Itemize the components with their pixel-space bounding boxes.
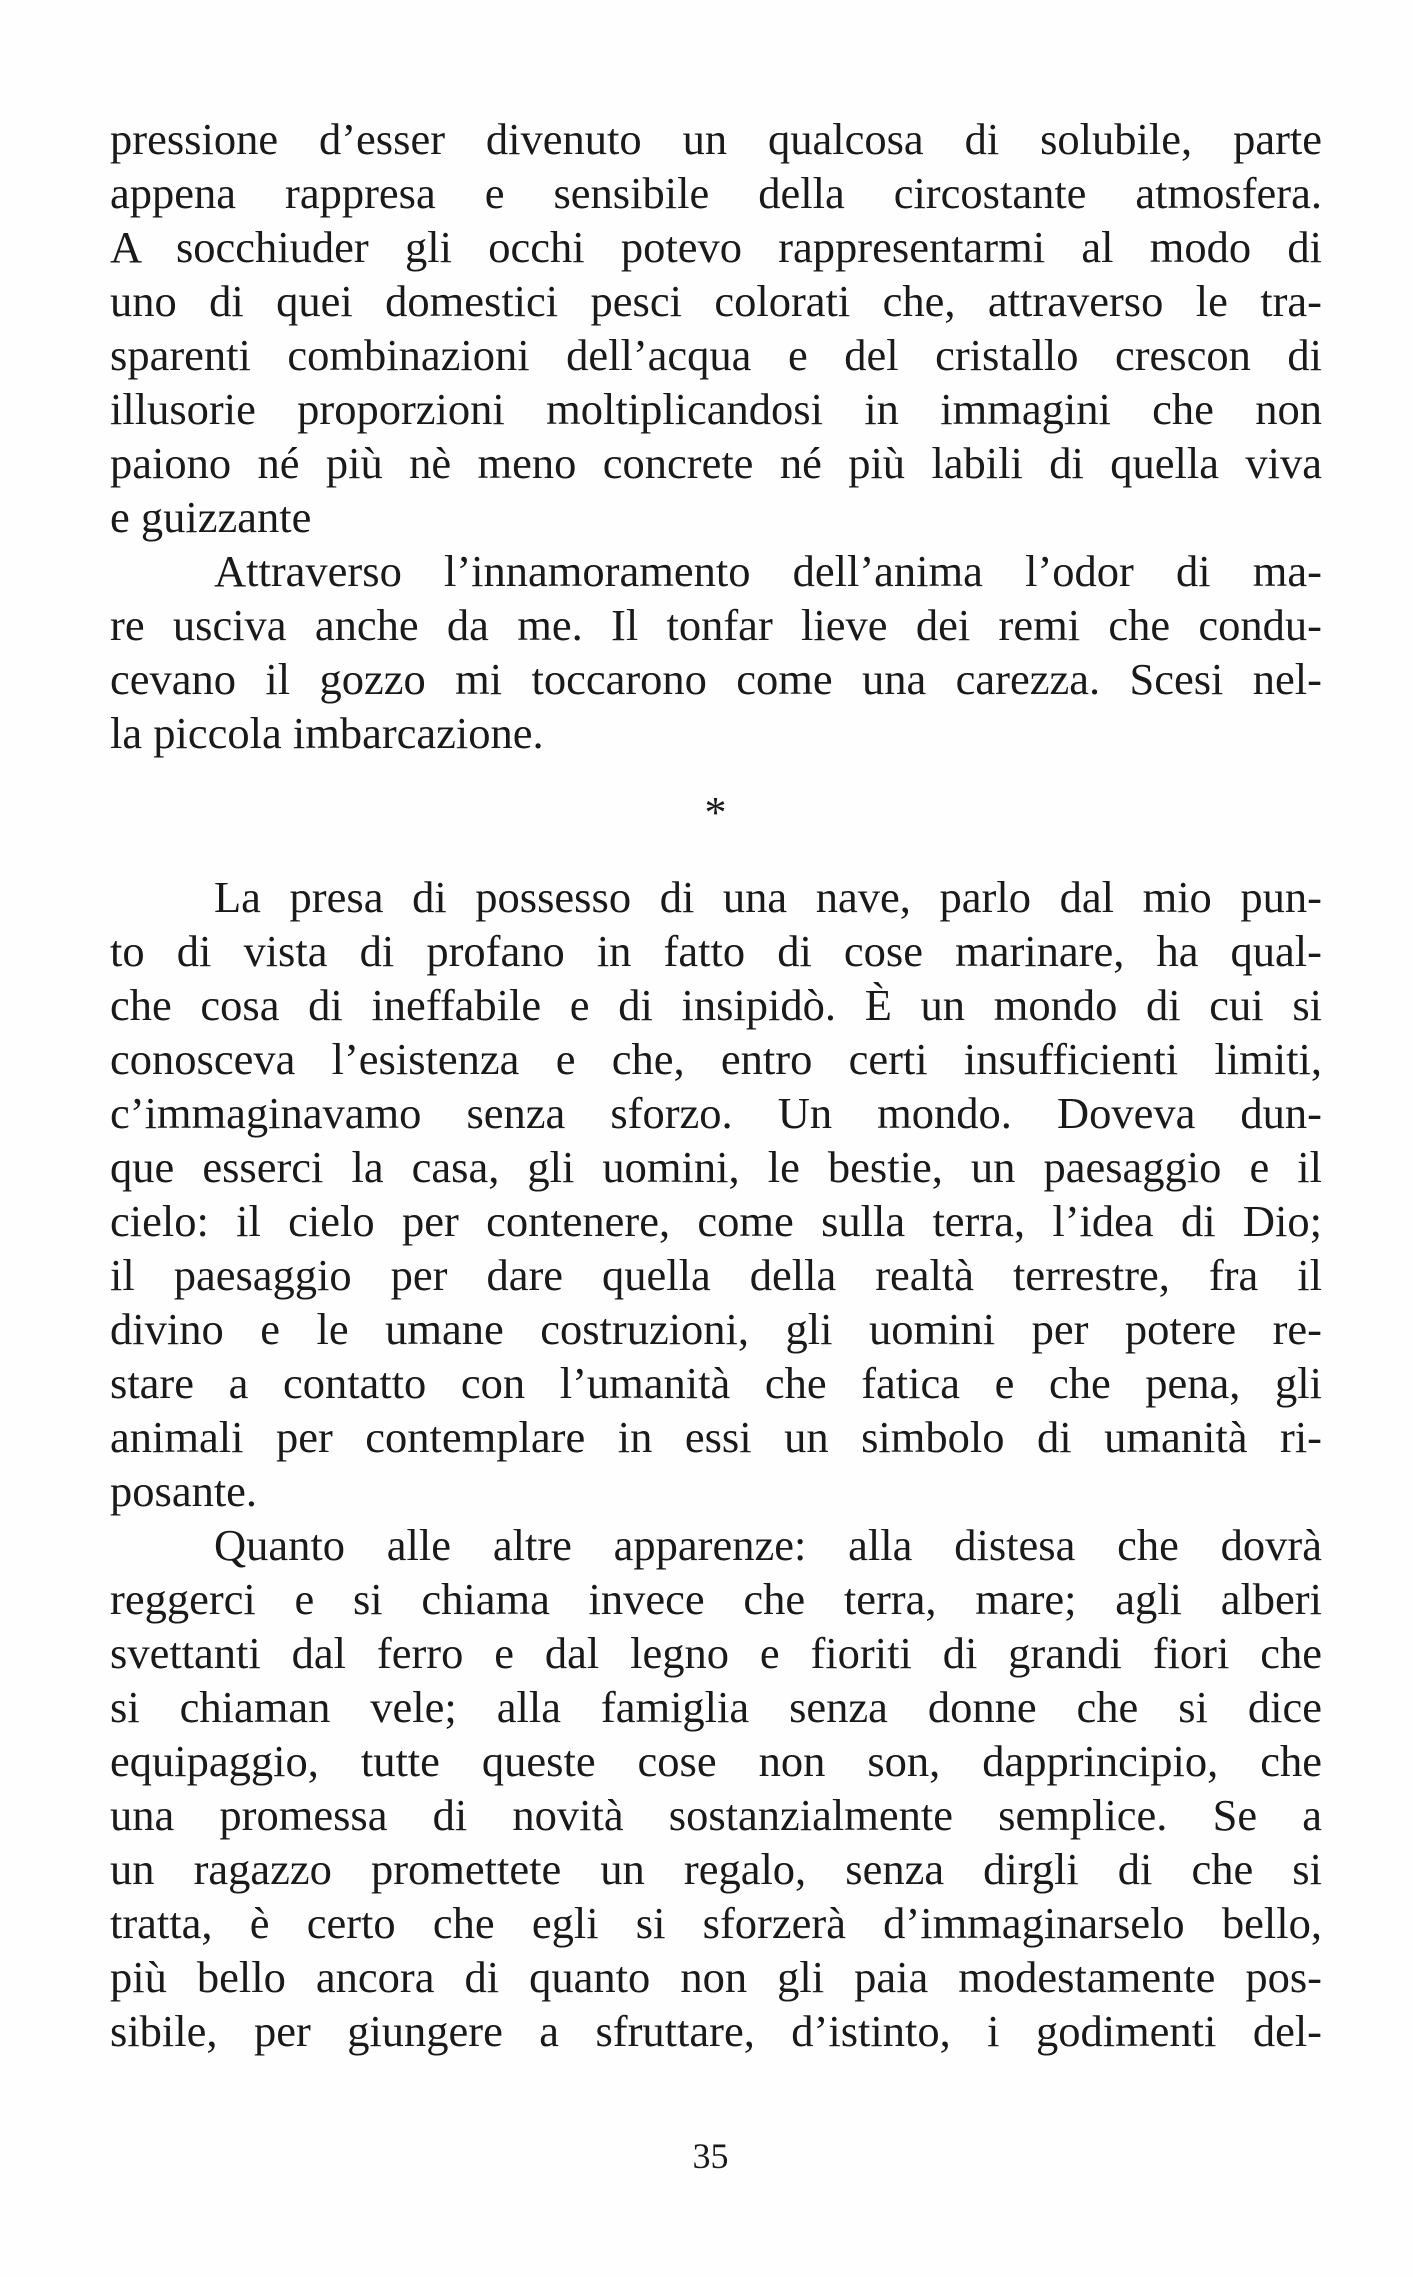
text-line: stare a contatto con l’umanità che fatica e che pena, gli [110, 1358, 1322, 1408]
text-line: uno di quei domestici pesci colorati che, attraverso le tra- [110, 276, 1322, 326]
text-line: Quanto alle altre apparenze: alla distesa che dovrà [214, 1520, 1322, 1570]
text-line: divino e le umane costruzioni, gli uomini per potere re- [110, 1304, 1322, 1354]
text-line: paiono né più nè meno concrete né più labili di quella viva [110, 438, 1322, 488]
text-line: posante. [110, 1466, 258, 1516]
text-line: la piccola imbarcazione. [110, 708, 544, 758]
text-line: La presa di possesso di una nave, parlo dal mio pun- [214, 872, 1322, 922]
text-line: c’immaginavamo senza sforzo. Un mondo. Doveva dun- [110, 1088, 1322, 1138]
text-line: equipaggio, tutte queste cose non son, dapprincipio, che [110, 1736, 1322, 1786]
section-separator: * [704, 788, 727, 837]
text-line: appena rappresa e sensibile della circostante atmosfera. [110, 168, 1322, 218]
text-line: illusorie proporzioni moltiplicandosi in immagini che non [110, 384, 1322, 434]
text-line: pressione d’esser divenuto un qualcosa di solubile, parte [110, 114, 1322, 164]
text-line: che cosa di ineffabile e di insipidò. È un mondo di cui si [110, 980, 1322, 1030]
text-line: un ragazzo promettete un regalo, senza dirgli di che si [110, 1844, 1322, 1894]
text-line: animali per contemplare in essi un simbolo di umanità ri- [110, 1412, 1322, 1462]
paragraph-1 [110, 112, 1322, 544]
text-line: sparenti combinazioni dell’acqua e del cristallo crescon di [110, 330, 1322, 380]
text-block-top [110, 112, 1322, 760]
text-line: si chiaman vele; alla famiglia senza donne che si dice [110, 1682, 1322, 1732]
text-line: cevano il gozzo mi toccarono come una carezza. Scesi nel- [110, 654, 1322, 704]
text-line: re usciva anche da me. Il tonfar lieve dei remi che condu- [110, 600, 1322, 650]
text-line: il paesaggio per dare quella della realtà terrestre, fra il [110, 1250, 1322, 1300]
text-block-bottom [110, 870, 1322, 2058]
text-line: cielo: il cielo per contenere, come sulla terra, l’idea di Dio; [110, 1196, 1322, 1246]
text-line: Attraverso l’innamoramento dell’anima l’odor di ma- [214, 546, 1322, 596]
text-line: to di vista di profano in fatto di cose marinare, ha qual- [110, 926, 1322, 976]
text-line: reggerci e si chiama invece che terra, mare; agli alberi [110, 1574, 1322, 1624]
text-line: conosceva l’esistenza e che, entro certi insufficienti limiti, [110, 1034, 1322, 1084]
paragraph-4 [110, 1518, 1322, 2058]
text-line: sibile, per giungere a sfruttare, d’istinto, i godimenti del- [110, 2006, 1322, 2056]
text-line: tratta, è certo che egli si sforzerà d’immaginarselo bello, [110, 1898, 1322, 1948]
text-line: più bello ancora di quanto non gli paia modestamente pos- [110, 1952, 1322, 2002]
text-line: A socchiuder gli occhi potevo rappresentarmi al modo di [110, 222, 1322, 272]
page-number: 35 [692, 2136, 729, 2176]
text-line: e guizzante [110, 492, 312, 542]
text-line: que esserci la casa, gli uomini, le bestie, un paesaggio e il [110, 1142, 1322, 1192]
text-line: svettanti dal ferro e dal legno e fioriti di grandi fiori che [110, 1628, 1322, 1678]
paragraph-3 [110, 870, 1322, 1518]
paragraph-2 [110, 544, 1322, 760]
text-line: una promessa di novità sostanzialmente semplice. Se a [110, 1790, 1322, 1840]
